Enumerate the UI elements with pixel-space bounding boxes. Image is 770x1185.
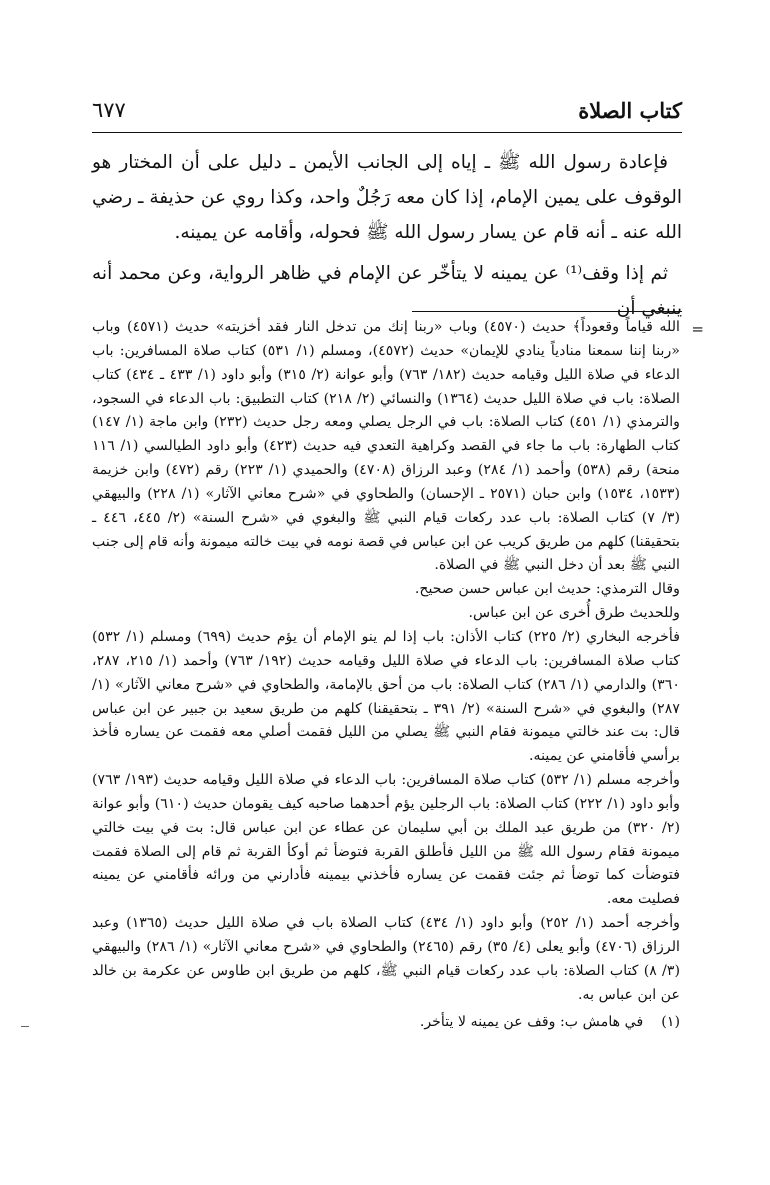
margin-mark [21,1026,29,1027]
note-paragraph: وأخرجه أحمد (١/ ٢٥٢) وأبو داود (١/ ٤٣٤) كتاب الصلاة باب في صلاة الليل حديث (١٣٦٥) وعبد الرزاق (٤٧٠٦) وأبو يعلى (٤/ ٣٥) رقم (٢٤٦٥) والطحاوي في «شرح معاني الآثار» (١/ ٢٨٦) والبيهقي (٣/ ٨) كتاب الصلاة: باب عدد ركعات قيام النبي ﷺ، كلهم من طريق ابن طاوس عن عكرمة بن خالد عن ابن عباس به. [92,915,681,1003]
section-title: كتاب الصلاة [578,98,682,123]
header-rule [92,132,682,133]
note-paragraph: وللحديث طرق أُخرى عن ابن عباس. [468,605,680,622]
main-paragraph: فإعادة رسول الله ﷺ ـ إياه إلى الجانب الأيمن ـ دليل على أن المختار هو الوقوف على يمين الإمام، إذا كان معه رَجُلٌ واحد، وكذا روي عن حذيفة ـ رضي الله عنه ـ أنه قام عن يسار رسول الله ﷺ فحوله، وأقامه عن يمينه. [92,152,682,243]
note-paragraph: فأخرجه البخاري (٢/ ٢٢٥) كتاب الأذان: باب إذا لم ينو الإمام أن يؤم حديث (٦٩٩) ومسلم (١/ ٥٣٢) كتاب صلاة المسافرين: باب الدعاء في صلاة الليل وقيامه حديث (١٩٢/ ٧٦٣) وأحمد (١/ ٢١٥، ٢٨٧، ٣٦٠) والدارمي (١/ ٢٨٦) كتاب الصلاة: باب من أحق بالإمامة، والطحاوي في «شرح معاني الآثار» (١/ ٢٨٧) والبغوي في «شرح السنة» (٢/ ٣٩١ ـ بتحقيقنا) كلهم من طريق سعيد بن جبير عن ابن عباس قال: بت عند خالتي ميمونة فقام النبي ﷺ يصلي من الليل فقمت أصلي معه فقمت عن يساره فأخذ برأسي فأقامني عن يمينه. [92,628,681,765]
footnote-separator [412,311,682,312]
continuation-mark: = [691,320,704,338]
footnote-text: في هامش ب: وقف عن يمينه لا يتأخر. [419,1014,644,1031]
main-paragraph: ثم إذا وقف⁽¹⁾ عن يمينه لا يتأخّر عن الإمام في ظاهر الرواية، وعن محمد أنه ينبغي أن [92,263,682,319]
note-paragraph: وأخرجه مسلم (١/ ٥٣٢) كتاب صلاة المسافرين: باب الدعاء في صلاة الليل وقيامه حديث (١٩٣/ ٧٦٣) وأبو داود (١/ ٢٢٢) كتاب الصلاة: باب الرجلين يؤم أحدهما صاحبه كيف يقومان حديث (٦١٠) وأبو عوانة (٢/ ٣٢٠) من طريق عبد الملك بن أبي سليمان عن عطاء عن ابن عباس قال: بت في بيت خالتي ميمونة فقام رسول الله ﷺ من الليل فأطلق القربة فتوضأ ثم أوكأ القربة ثم قام إلى الصلاة فقمت فتوضأت كما توضأ ثم جئت فقمت عن يساره فأخذني بيمينه فأدارني من ورائه فأقامني عن يمينه فصليت معه. [92,772,680,908]
note-paragraph: الله قياماً وقعوداً﴾ حديث (٤٥٧٠) وباب «ربنا إنك من تدخل النار فقد أخزيته» حديث (٤٥٧١) وباب «ربنا إننا سمعنا منادياً ينادي للإيمان» حديث (٤٥٧٢)، ومسلم (١/ ٥٣١) كتاب صلاة المسافرين: باب الدعاء في صلاة الليل وقيامه حديث (١٨٢/ ٧٦٣) وأبو عوانة (٢/ ٣١٥) وأبو داود (١/ ٤٣٣ ـ ٤٣٤) كتاب الصلاة: باب في صلاة الليل حديث (١٣٦٤) والنسائي (٢/ ٢١٨) كتاب التطبيق: باب الدعاء في السجود، والترمذي (١/ ٤٥١) كتاب الصلاة: باب في الرجل يصلي ومعه رجل حديث (٢٣٢) وابن ماجة (١/ ١٤٧) كتاب الطهارة: باب ما جاء في القصد وكراهية التعدي فيه حديث (٤٢٣) وأبو داود الطيالسي (١/ ١١٦ منحة) رقم (٥٣٨) وأحمد (١/ ٢٨٤) وعبد الرزاق (٤٧٠٨) والحميدي (١/ ٢٢٣) رقم (٤٧٢) وابن خزيمة (١٥٣٣، ١٥٣٤) وابن حبان (٢٥٧١ ـ الإحسان) والطحاوي في «شرح معاني الآثار» (١/ ٢٢٨) والبيهقي (٣/ ٧) كتاب الصلاة: باب عدد ركعات قيام النبي ﷺ والبغوي في «شرح السنة» (٢/ ٤٤٥، ٤٤٦ ـ بتحقيقنا) كلهم من طريق كريب عن ابن عباس في قصة نومه في بيت خالته ميمونة وأنه قام إلى جنب النبي ﷺ بعد أن دخل النبي ﷺ في الصلاة. [92,319,681,574]
footnote-number: (١) [661,1014,680,1031]
footnote [92,1011,680,1035]
footnotes [92,316,704,1035]
page-header [92,98,682,132]
page-number: ٦٧٧ [92,98,126,122]
note-paragraph: وقال الترمذي: حديث ابن عباس حسن صحيح. [414,581,680,598]
main-text [92,145,682,332]
